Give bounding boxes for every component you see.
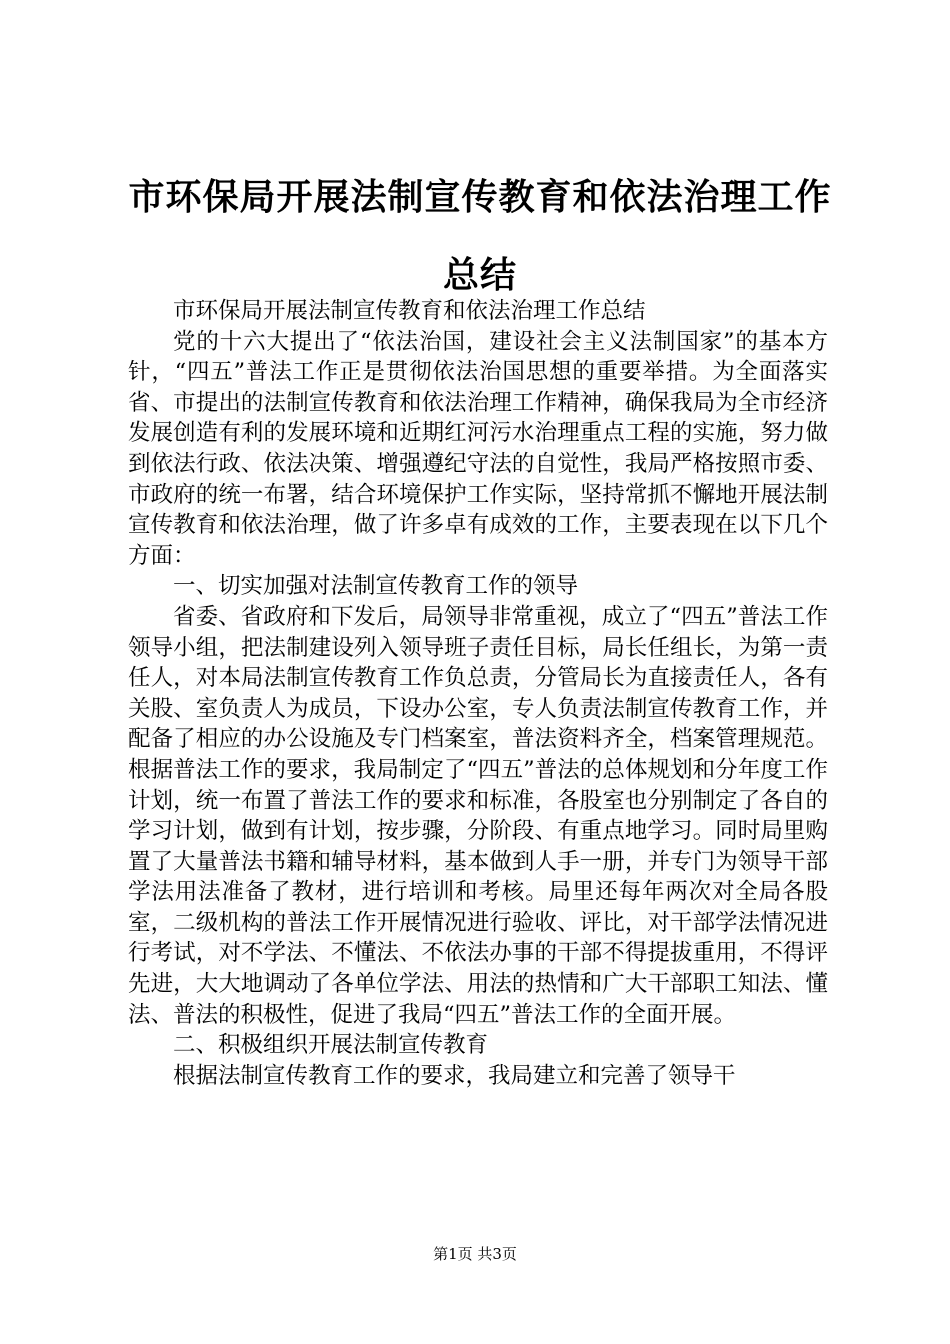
document-title: 市环保局开展法制宣传教育和依法治理工作总结: [128, 176, 832, 296]
section-heading-2: 二、积极组织开展法制宣传教育: [173, 1032, 489, 1059]
document-body: [128, 296, 828, 1091]
paragraph-intro: 党的十六大提出了“依法治国，建设社会主义法制国家”的基本方针，“四五”普法工作正是贯彻依法治国思想的重要举措。为全面落实省、市提出的法制宣传教育和依法治理工作精神，确保我局为全市经济发展创造有利的发展环境和近期红河污水治理重点工程的实施，努力做到依法行政、依法决策、增强遵纪守法的自觉性，我局严格按照市委、市政府的统一布署，结合环境保护工作实际，坚持常抓不懈地开展法制宣传教育和依法治理，做了许多卓有成效的工作，主要表现在以下几个方面：: [128, 328, 828, 569]
paragraph-section-1: 省委、省政府和下发后，局领导非常重视，成立了“四五”普法工作领导小组，把法制建设列入领导班子责任目标，局长任组长，为第一责任人，对本局法制宣传教育工作负总责，分管局长为直接责任人，各有关股、室负责人为成员，下设办公室，专人负责法制宣传教育工作，并配备了相应的办公设施及专门档案室，普法资料齐全，档案管理规范。根据普法工作的要求，我局制定了“四五”普法的总体规划和分年度工作计划，统一布置了普法工作的要求和标准，各股室也分别制定了各自的学习计划，做到有计划，按步骤，分阶段、有重点地学习。同时局里购置了大量普法书籍和辅导材料，基本做到人手一册，并专门为领导干部学法用法准备了教材，进行培训和考核。局里还每年两次对全局各股室，二级机构的普法工作开展情况进行验收、评比，对干部学法情况进行考试，对不学法、不懂法、不依法办事的干部不得提拔重用，不得评先进，大大地调动了各单位学法、用法的热情和广大干部职工知法、懂法、普法的积极性，促进了我局“四五”普法工作的全面开展。: [128, 603, 828, 1028]
page-footer: 第1页 共3页: [433, 1245, 517, 1263]
paragraph-section-2: 根据法制宣传教育工作的要求，我局建立和完善了领导干: [173, 1062, 736, 1089]
section-heading-1: 一、切实加强对法制宣传教育工作的领导: [173, 573, 579, 600]
paragraph-heading-repeat: 市环保局开展法制宣传教育和依法治理工作总结: [173, 298, 646, 324]
